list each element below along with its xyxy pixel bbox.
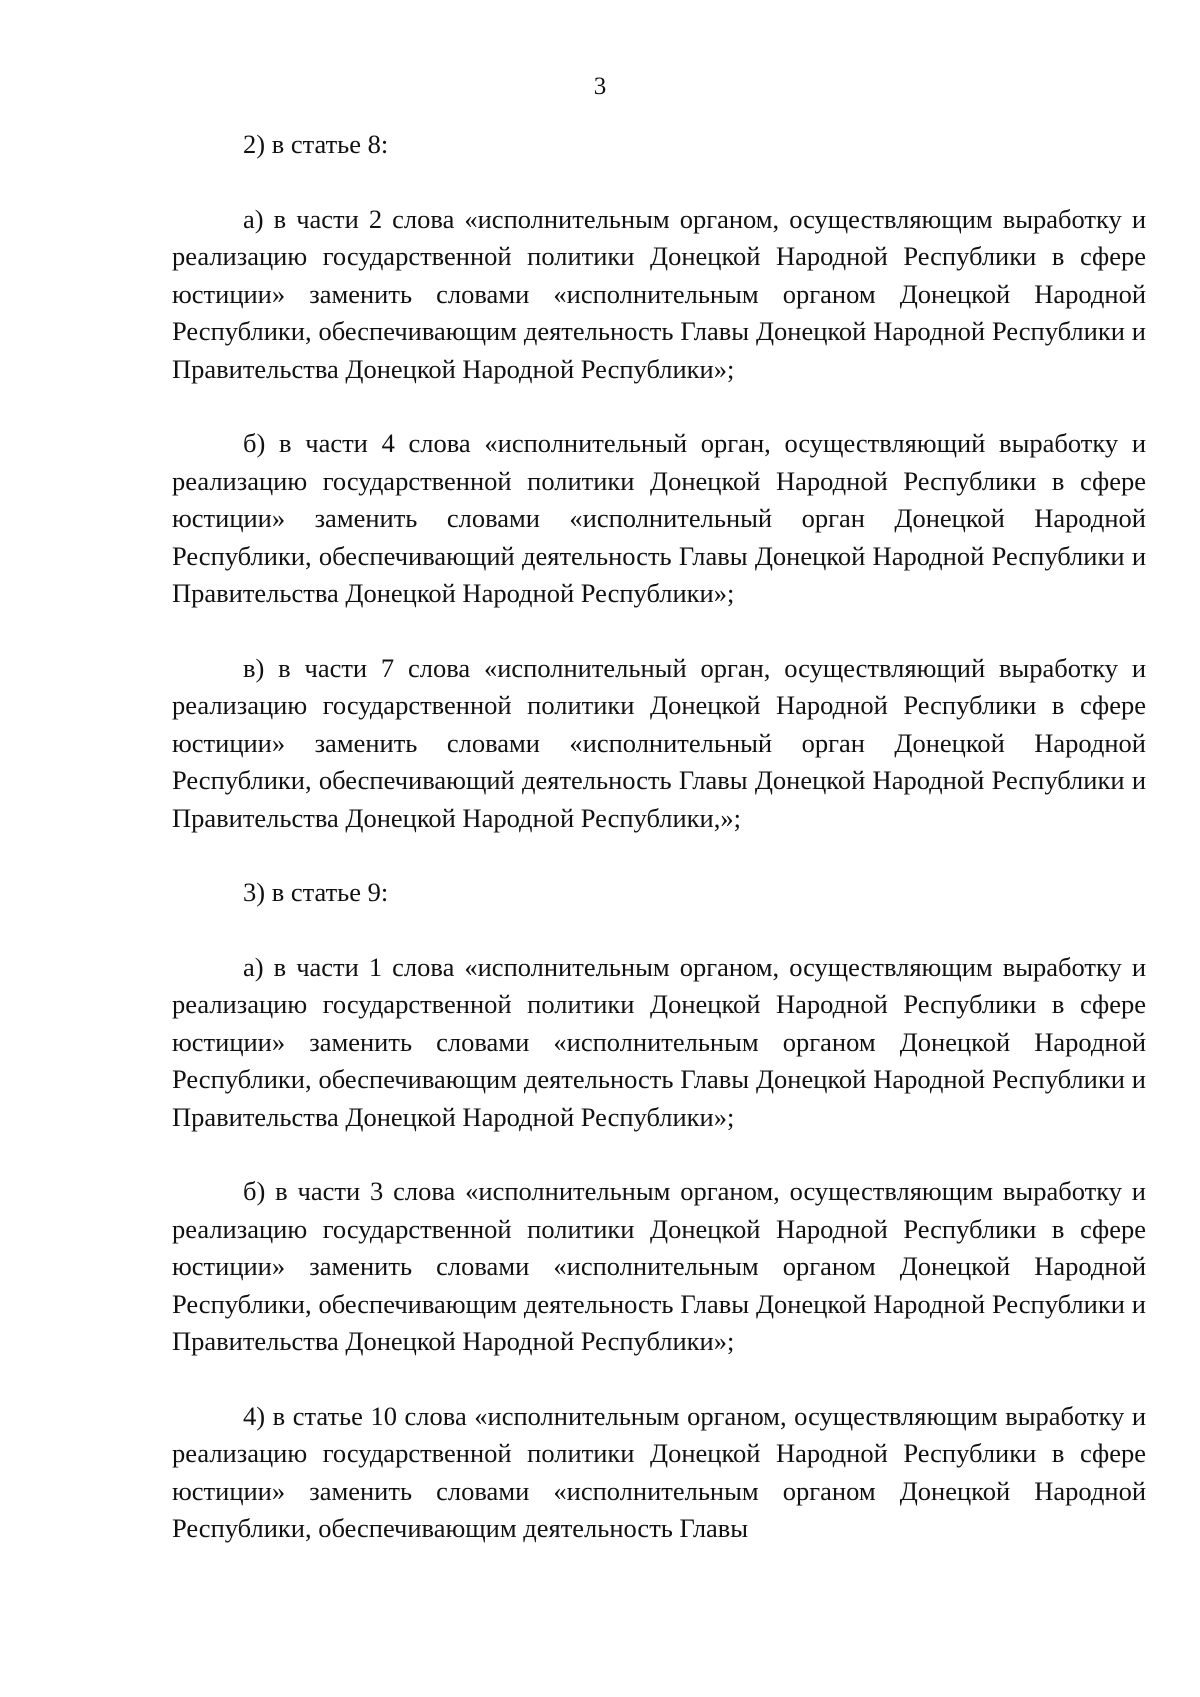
paragraph-article-9-heading: 3) в статье 9: (243, 877, 389, 907)
paragraph-article-9-a: а) в части 1 слова «исполнительным органом, осуществляющим выработку и реализацию государственной политики Донецкой Народной Республики в сфере юстиции» заменить словами «исполнительным органом Донецкой Народной Республики, обеспечивающим деятельность Главы Донецкой Народной Республики и Правительства Донецкой Народной Республики»; (172, 951, 1146, 1132)
paragraph-article-8-heading: 2) в статье 8: (243, 129, 389, 159)
paragraph-article-10: 4) в статье 10 слова «исполнительным органом, осуществляющим выработку и реализацию государственной политики Донецкой Народной Республики в сфере юстиции» заменить словами «исполнительным органом Донецкой Народной Республики, обеспечивающим деятельность Главы (172, 1400, 1146, 1543)
document-body (172, 126, 1146, 1548)
paragraph-article-8-b: б) в части 4 слова «исполнительный орган, осуществляющий выработку и реализацию государственной политики Донецкой Народной Республики в сфере юстиции» заменить словами «исполнительный орган Донецкой Народной Республики, обеспечивающий деятельность Главы Донецкой Народной Республики и Правительства Донецкой Народной Республики»; (172, 428, 1146, 608)
page-number: 3 (593, 73, 607, 100)
paragraph-article-9-b: б) в части 3 слова «исполнительным органом, осуществляющим выработку и реализацию государственной политики Донецкой Народной Республики в сфере юстиции» заменить словами «исполнительным органом Донецкой Народной Республики, обеспечивающим деятельность Главы Донецкой Народной Республики и Правительства Донецкой Народной Республики»; (172, 1176, 1146, 1356)
paragraph-article-8-v: в) в части 7 слова «исполнительный орган, осуществляющий выработку и реализацию государственной политики Донецкой Народной Республики в сфере юстиции» заменить словами «исполнительный орган Донецкой Народной Республики, обеспечивающий деятельность Главы Донецкой Народной Республики и Правительства Донецкой Народной Республики,»; (172, 652, 1146, 833)
paragraph-article-8-a: а) в части 2 слова «исполнительным органом, осуществляющим выработку и реализацию государственной политики Донецкой Народной Республики в сфере юстиции» заменить словами «исполнительным органом Донецкой Народной Республики, обеспечивающим деятельность Главы Донецкой Народной Республики и Правительства Донецкой Народной Республики»; (172, 203, 1146, 384)
